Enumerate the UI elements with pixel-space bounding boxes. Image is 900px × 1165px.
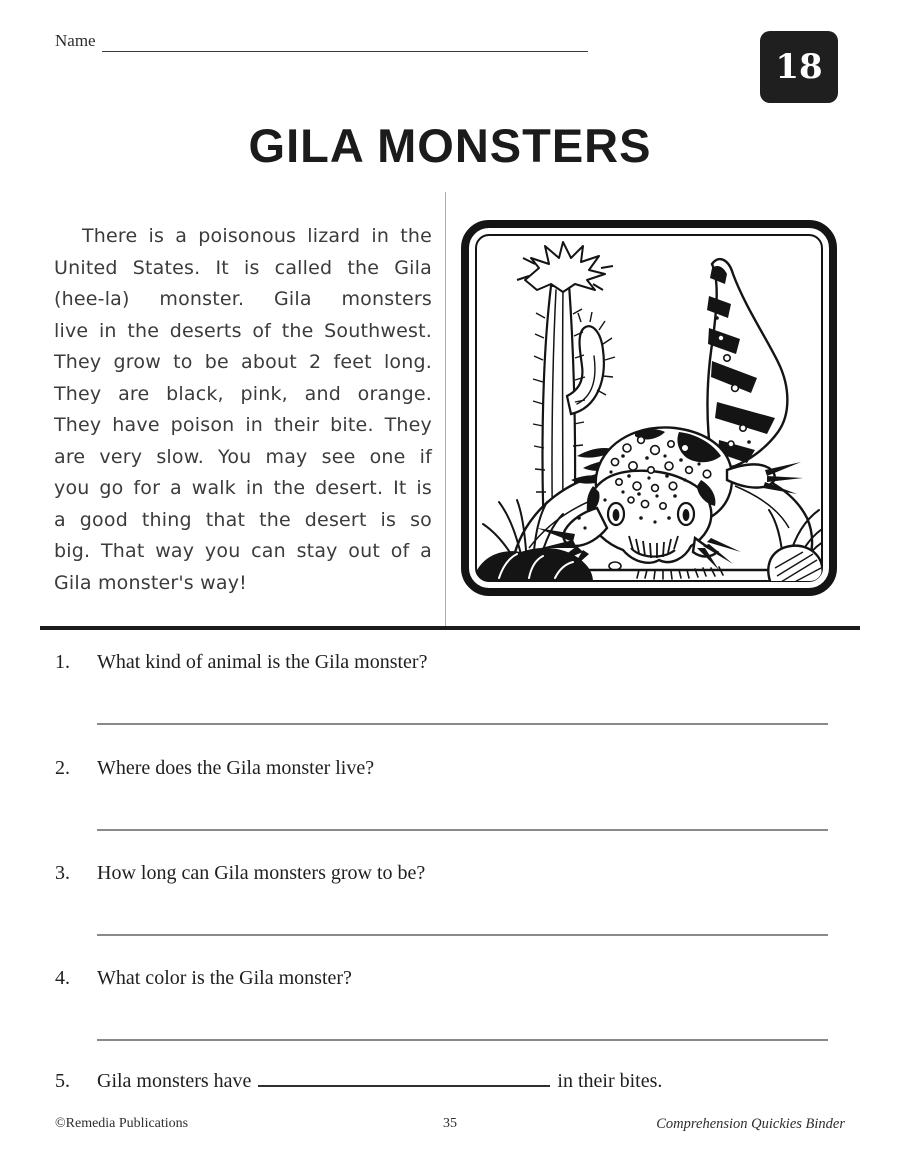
question-text: Where does the Gila monster live? <box>97 757 375 779</box>
page-badge-number: 18 <box>775 47 823 87</box>
passage-line: They have poison in their bite. They <box>54 414 432 436</box>
question-3 <box>55 862 425 885</box>
gila-monster-illustration <box>459 218 839 598</box>
answer-line-1[interactable] <box>97 723 828 725</box>
passage-line: live in the deserts of the Southwest. <box>54 319 432 342</box>
question-number: 3. <box>55 862 70 884</box>
answer-line-4[interactable] <box>97 1039 828 1041</box>
reading-passage <box>54 221 432 599</box>
question-text: How long can Gila monsters grow to be? <box>97 862 426 884</box>
passage-line: (hee-la) monster. Gila monsters <box>54 288 432 310</box>
question-number: 2. <box>55 757 70 779</box>
question-4 <box>55 967 352 990</box>
question-text-after-blank: in their bites. <box>557 1070 663 1092</box>
question-text: What color is the Gila monster? <box>97 967 352 989</box>
passage-line: are very slow. You may see one if <box>54 445 432 468</box>
answer-line-2[interactable] <box>97 829 828 831</box>
footer-publisher: ©Remedia Publications <box>55 1116 189 1131</box>
passage-line: United States. It is called the Gila <box>54 256 432 279</box>
question-5 <box>55 1069 662 1093</box>
page-title: GILA MONSTERS <box>248 119 652 172</box>
passage-line: They grow to be about 2 feet long. <box>54 351 432 373</box>
question-number: 5. <box>55 1070 70 1092</box>
passage-line: There is a poisonous lizard in the <box>82 225 432 247</box>
column-divider <box>445 192 446 628</box>
section-divider-rule <box>40 626 860 630</box>
answer-line-3[interactable] <box>97 934 828 936</box>
question-1 <box>55 651 427 674</box>
answer-blank-5[interactable] <box>258 1069 550 1087</box>
question-text-before-blank: Gila monsters have <box>97 1070 252 1092</box>
footer-page-number: 35 <box>443 1116 457 1131</box>
question-number: 1. <box>55 651 70 673</box>
passage-line: you go for a walk in the desert. It is <box>54 477 432 499</box>
name-input-line[interactable] <box>102 33 588 52</box>
passage-line: Gila monster's way! <box>54 571 247 594</box>
passage-line: big. That way you can stay out of a <box>54 540 432 562</box>
question-2 <box>55 757 374 780</box>
gila-monster-drawing <box>459 218 839 598</box>
name-label: Name <box>55 31 96 50</box>
passage-line: a good thing that the desert is so <box>54 508 432 531</box>
page-number-badge <box>760 31 838 103</box>
question-number: 4. <box>55 967 70 989</box>
footer-series-title: Comprehension Quickies Binder <box>656 1116 845 1132</box>
passage-line: They are black, pink, and orange. <box>54 382 432 405</box>
question-text: What kind of animal is the Gila monster? <box>97 651 428 673</box>
